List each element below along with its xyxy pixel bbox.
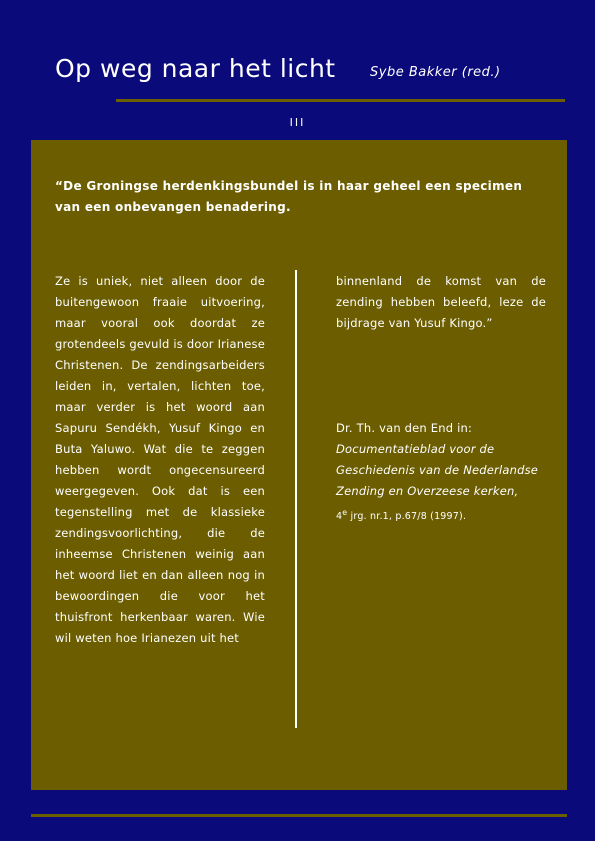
quote-body-left: Ze is uniek, niet alleen door de buitengewoon fraaie uitvoering, maar vooral ook doordat ze grotendeels gevuld is door Irianese Christenen. De zendingsarbeiders leiden in, vertalen, lichten toe, maar verder is het woord aan Sapuru Sendékh, Yusuf Kingo en Buta Yaluwo. Wat die te zeggen hebben wordt ongecensureerd weergegeven. Ook dat is een tegenstelling met de klassieke zendingsvoorlichting, die de inheemse Christenen weinig aan het woord liet en dan alleen nog in bewoordingen die voor het thuisfront herkenbaar waren. Wie wil weten hoe Irianezen uit het (55, 274, 265, 645)
source-volume-number: 4 (336, 511, 343, 523)
quote-column-right (336, 271, 546, 527)
header-title: Op weg naar het licht (55, 54, 336, 83)
footer-rule (31, 814, 567, 817)
quote-panel (31, 140, 567, 790)
source-volume-suffix: e (342, 508, 348, 517)
source-details: jrg. nr.1, p.67/8 (1997). (347, 511, 467, 523)
header-rule (116, 99, 565, 102)
section-number: III (289, 116, 306, 129)
source-author: Dr. Th. van den End in: (336, 421, 473, 435)
source-publication: Documentatieblad voor de Geschiedenis van de Nederlandse Zending en Overzeese kerken, (336, 442, 539, 498)
column-divider (295, 270, 297, 728)
quote-body-right: binnenland de komst van de zending hebben beleefd, leze de bijdrage van Yusuf Kingo.” (336, 274, 546, 330)
source-citation (336, 418, 546, 527)
quote-column-left (55, 271, 265, 649)
header-author: Sybe Bakker (red.) (370, 65, 501, 80)
quote-lead: “De Groningse herdenkingsbundel is in haar geheel een specimen van een onbevangen benadering. (55, 179, 523, 214)
